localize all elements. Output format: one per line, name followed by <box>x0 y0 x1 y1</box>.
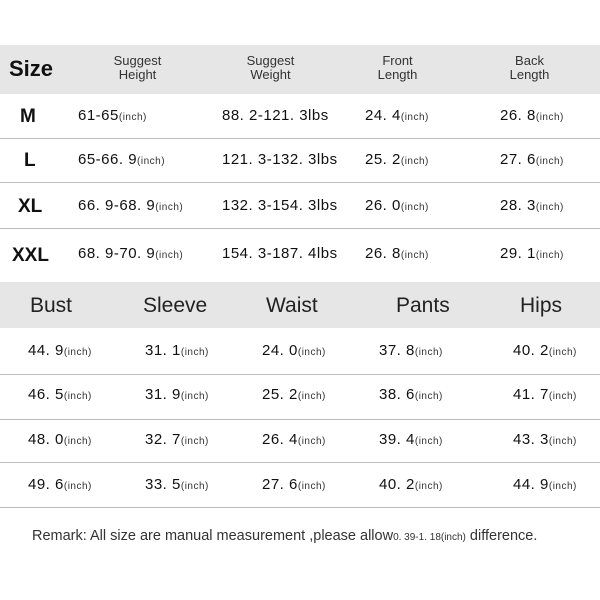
bust-cell <box>28 342 92 360</box>
unit-label: (inch) <box>297 481 326 492</box>
size-cell: M <box>20 106 36 127</box>
header-line: Length <box>509 67 550 82</box>
height-value: 66. 9-68. 9 <box>78 197 156 214</box>
header-back-length <box>487 54 572 82</box>
row-divider <box>0 138 600 139</box>
back-length-cell <box>500 245 564 263</box>
front-length-cell <box>365 107 429 125</box>
header-front-length <box>355 54 440 82</box>
pants-cell <box>379 476 443 494</box>
row-divider <box>0 228 600 229</box>
sleeve-value: 32. 7 <box>145 431 181 448</box>
header-line: Front <box>382 53 413 68</box>
unit-label: (inch) <box>400 250 429 261</box>
size-cell: XL <box>18 196 43 217</box>
sleeve-value: 31. 1 <box>145 342 181 359</box>
unit-label: (inch) <box>180 481 209 492</box>
waist-cell <box>262 386 326 404</box>
remark-text: Remark: All size are manual measurement ,please allow <box>32 528 394 544</box>
header-line: Length <box>377 67 418 82</box>
hips-cell <box>513 386 577 404</box>
bust-value: 44. 9 <box>28 342 64 359</box>
waist-cell <box>262 476 326 494</box>
header-line: Weight <box>250 67 291 82</box>
unit-label: (inch) <box>548 436 577 447</box>
sleeve-cell <box>145 431 209 449</box>
header-suggest-weight <box>228 54 313 82</box>
pants-value: 38. 6 <box>379 386 415 403</box>
row-divider <box>0 462 600 463</box>
unit-label: (inch) <box>63 347 92 358</box>
pants-value: 40. 2 <box>379 476 415 493</box>
unit-label: (inch) <box>414 391 443 402</box>
height-value: 65-66. 9 <box>78 151 138 168</box>
unit-label: (inch) <box>414 436 443 447</box>
height-value: 61-65 <box>78 107 119 124</box>
back-value: 28. 3 <box>500 197 536 214</box>
hips-cell <box>513 476 577 494</box>
header-line: Back <box>515 53 544 68</box>
back-value: 27. 6 <box>500 151 536 168</box>
header-pants: Pants <box>396 294 450 317</box>
size-cell: XXL <box>12 245 49 266</box>
unit-label: (inch) <box>63 391 92 402</box>
hips-value: 44. 9 <box>513 476 549 493</box>
pants-value: 37. 8 <box>379 342 415 359</box>
hips-value: 40. 2 <box>513 342 549 359</box>
sleeve-cell <box>145 342 209 360</box>
header-line: Suggest <box>113 53 162 68</box>
header-bust: Bust <box>30 294 73 317</box>
sleeve-cell <box>145 386 209 404</box>
waist-value: 24. 0 <box>262 342 298 359</box>
front-value: 25. 2 <box>365 151 401 168</box>
pants-value: 39. 4 <box>379 431 415 448</box>
unit-label: (inch) <box>155 202 184 213</box>
header-sleeve: Sleeve <box>143 294 208 317</box>
front-value: 26. 8 <box>365 245 401 262</box>
back-length-cell <box>500 151 564 169</box>
unit-label: (inch) <box>297 347 326 358</box>
row-divider <box>0 419 600 420</box>
unit-label: (inch) <box>63 481 92 492</box>
bust-cell <box>28 476 92 494</box>
back-value: 29. 1 <box>500 245 536 262</box>
height-cell <box>78 107 147 125</box>
unit-label: (inch) <box>400 156 429 167</box>
sleeve-value: 33. 5 <box>145 476 181 493</box>
unit-label: (inch) <box>180 347 209 358</box>
weight-cell: 154. 3-187. 4lbs <box>222 245 338 262</box>
back-length-cell <box>500 107 564 125</box>
front-length-cell <box>365 151 429 169</box>
size-cell: L <box>24 150 36 171</box>
height-cell <box>78 151 165 169</box>
unit-label: (inch) <box>155 250 184 261</box>
unit-label: (inch) <box>63 436 92 447</box>
remark-unit: (inch) <box>440 532 466 543</box>
front-length-cell <box>365 245 429 263</box>
pants-cell <box>379 386 443 404</box>
waist-value: 25. 2 <box>262 386 298 403</box>
header-hips: Hips <box>520 294 563 317</box>
unit-label: (inch) <box>535 112 564 123</box>
unit-label: (inch) <box>535 156 564 167</box>
unit-label: (inch) <box>297 391 326 402</box>
bust-value: 46. 5 <box>28 386 64 403</box>
hips-cell <box>513 431 577 449</box>
unit-label: (inch) <box>118 112 147 123</box>
row-divider <box>0 507 600 508</box>
hips-value: 41. 7 <box>513 386 549 403</box>
unit-label: (inch) <box>414 481 443 492</box>
header-line: Height <box>118 67 157 82</box>
unit-label: (inch) <box>137 156 166 167</box>
pants-cell <box>379 431 443 449</box>
unit-label: (inch) <box>297 436 326 447</box>
row-divider <box>0 374 600 375</box>
unit-label: (inch) <box>180 391 209 402</box>
unit-label: (inch) <box>548 391 577 402</box>
front-value: 24. 4 <box>365 107 401 124</box>
weight-cell: 88. 2-121. 3lbs <box>222 107 329 124</box>
waist-cell <box>262 342 326 360</box>
header-waist: Waist <box>266 294 318 317</box>
hips-cell <box>513 342 577 360</box>
unit-label: (inch) <box>548 481 577 492</box>
back-value: 26. 8 <box>500 107 536 124</box>
hips-value: 43. 3 <box>513 431 549 448</box>
back-length-cell <box>500 197 564 215</box>
weight-cell: 132. 3-154. 3lbs <box>222 197 338 214</box>
remark-text-end: difference. <box>465 528 538 544</box>
front-length-cell <box>365 197 429 215</box>
weight-cell: 121. 3-132. 3lbs <box>222 151 338 168</box>
header-line: Suggest <box>246 53 295 68</box>
remark-range: 0. 39-1. 18 <box>393 532 441 543</box>
unit-label: (inch) <box>400 202 429 213</box>
bust-cell <box>28 431 92 449</box>
unit-label: (inch) <box>180 436 209 447</box>
sleeve-cell <box>145 476 209 494</box>
unit-label: (inch) <box>400 112 429 123</box>
sleeve-value: 31. 9 <box>145 386 181 403</box>
pants-cell <box>379 342 443 360</box>
bust-value: 49. 6 <box>28 476 64 493</box>
front-value: 26. 0 <box>365 197 401 214</box>
bust-cell <box>28 386 92 404</box>
waist-value: 27. 6 <box>262 476 298 493</box>
bust-value: 48. 0 <box>28 431 64 448</box>
unit-label: (inch) <box>414 347 443 358</box>
height-cell <box>78 197 183 215</box>
remark-note <box>32 528 537 544</box>
height-value: 68. 9-70. 9 <box>78 245 156 262</box>
height-cell <box>78 245 183 263</box>
waist-value: 26. 4 <box>262 431 298 448</box>
waist-cell <box>262 431 326 449</box>
unit-label: (inch) <box>535 202 564 213</box>
size-header: Size <box>9 56 54 81</box>
header-suggest-height <box>95 54 180 82</box>
unit-label: (inch) <box>548 347 577 358</box>
unit-label: (inch) <box>535 250 564 261</box>
row-divider <box>0 182 600 183</box>
